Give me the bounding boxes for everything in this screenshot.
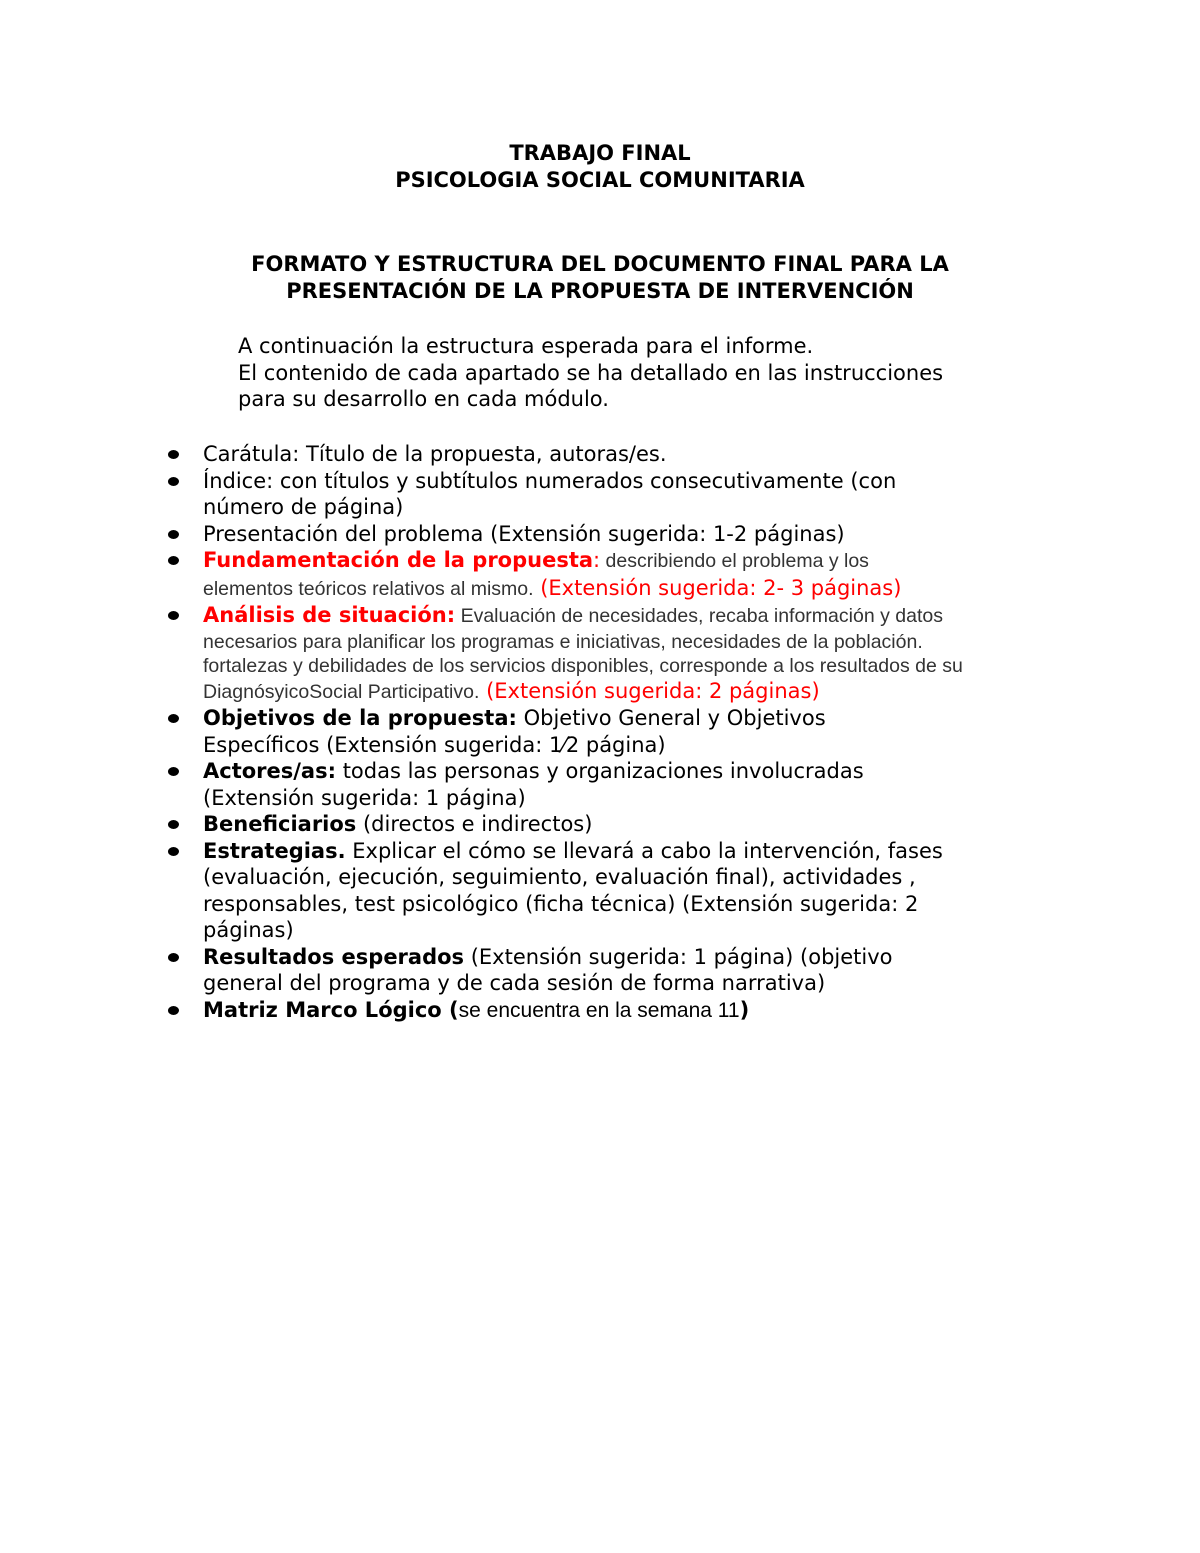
intro-line-3: para su desarrollo en cada módulo. [238, 387, 609, 411]
list-item-estrategias [160, 838, 1060, 944]
analisis-text-4: DiagnósyicoSocial Participativo. [203, 680, 480, 703]
bullet-icon [168, 477, 179, 486]
document-subtitle [0, 251, 1200, 305]
intro-line-1: A continuación la estructura esperada para el informe. [238, 334, 814, 358]
objetivos-text-1: Objetivo General y Objetivos [516, 706, 826, 730]
matriz-close: ) [739, 997, 750, 1022]
list-item-indice [160, 468, 1060, 521]
subtitle-line-2: PRESENTACIÓN DE LA PROPUESTA DE INTERVENCIÓN [286, 279, 914, 303]
analisis-extension: (Extensión sugerida: 2 páginas) [479, 678, 820, 703]
fundamentacion-extension: (Extensión sugerida: 2- 3 páginas) [533, 575, 902, 600]
actores-label: Actores/as: [203, 759, 337, 783]
bullet-icon [168, 953, 179, 962]
bullet-icon [168, 820, 179, 829]
list-item-beneficiarios [160, 811, 1060, 838]
caratula-text: Carátula: Título de la propuesta, autoras/es. [203, 442, 667, 466]
title-line-2: PSICOLOGIA SOCIAL COMUNITARIA [395, 168, 805, 192]
bullet-icon [168, 714, 179, 723]
actores-text-2: (Extensión sugerida: 1 página) [203, 785, 526, 810]
bullet-icon [168, 450, 179, 459]
indice-line-2: número de página) [203, 495, 404, 519]
list-item-fundamentacion [160, 547, 1060, 602]
document-title [0, 140, 1200, 194]
beneficiarios-label: Beneficiarios [203, 812, 357, 836]
resultados-text-2: general del programa y de cada sesión de forma narrativa) [203, 971, 826, 995]
bullet-icon [168, 556, 179, 565]
resultados-label: Resultados esperados [203, 944, 465, 969]
matriz-label: Matriz Marco Lógico ( [203, 997, 459, 1022]
list-item-resultados [160, 944, 1060, 997]
list-item-objetivos [160, 705, 1060, 758]
structure-list [160, 441, 1060, 1024]
objetivos-text-2: Específicos (Extensión sugerida: 1⁄2 página) [203, 732, 666, 757]
bullet-icon [168, 611, 179, 620]
presentacion-text: Presentación del problema (Extensión sugerida: 1-2 páginas) [203, 521, 845, 546]
subtitle-line-1: FORMATO Y ESTRUCTURA DEL DOCUMENTO FINAL PARA LA [251, 252, 949, 276]
fundamentacion-label: Fundamentación de la propuesta [203, 548, 594, 572]
estrategias-text-3: responsables, test psicológico (ficha técnica) (Extensión sugerida: 2 [203, 891, 919, 916]
title-line-1: TRABAJO FINAL [509, 141, 691, 165]
bullet-icon [168, 767, 179, 776]
bullet-icon [168, 530, 179, 539]
analisis-text-3: fortalezas y debilidades de los servicios disponibles, corresponde a los resultados de su [203, 654, 963, 677]
resultados-text-1: (Extensión sugerida: 1 página) (objetivo [464, 944, 893, 969]
intro-paragraph [238, 333, 1058, 413]
bullet-icon [168, 1006, 179, 1015]
estrategias-text-2: (evaluación, ejecución, seguimiento, evaluación final), actividades , [203, 865, 916, 889]
objetivos-label: Objetivos de la propuesta: [203, 706, 517, 730]
estrategias-text-1: Explicar el cómo se llevará a cabo la intervención, fases [345, 838, 943, 863]
fundamentacion-colon: : [593, 548, 601, 572]
list-item-caratula [160, 441, 1060, 468]
list-item-actores [160, 758, 1060, 811]
list-item-analisis [160, 602, 1060, 705]
list-item-presentacion [160, 521, 1060, 548]
analisis-text-1: Evaluación de necesidades, recaba información y datos [455, 605, 943, 627]
bullet-icon [168, 847, 179, 856]
matriz-text: se encuentra en la semana 11 [458, 998, 740, 1022]
intro-line-2: El contenido de cada apartado se ha detallado en las instrucciones [238, 360, 944, 385]
actores-text-1: todas las personas y organizaciones involucradas [336, 759, 864, 783]
indice-line-1: Índice: con títulos y subtítulos numerados consecutivamente (con [203, 468, 897, 493]
fundamentacion-text-1: describiendo el problema y los [600, 550, 869, 572]
estrategias-label: Estrategias. [203, 838, 346, 863]
analisis-text-2: necesarios para planificar los programas e iniciativas, necesidades de la población. [203, 630, 923, 653]
beneficiarios-text: (directos e indirectos) [356, 812, 593, 836]
list-item-matriz [160, 997, 1060, 1025]
fundamentacion-text-2: elementos teóricos relativos al mismo. [203, 577, 534, 600]
estrategias-text-4: páginas) [203, 918, 294, 942]
analisis-label: Análisis de situación: [203, 603, 456, 627]
